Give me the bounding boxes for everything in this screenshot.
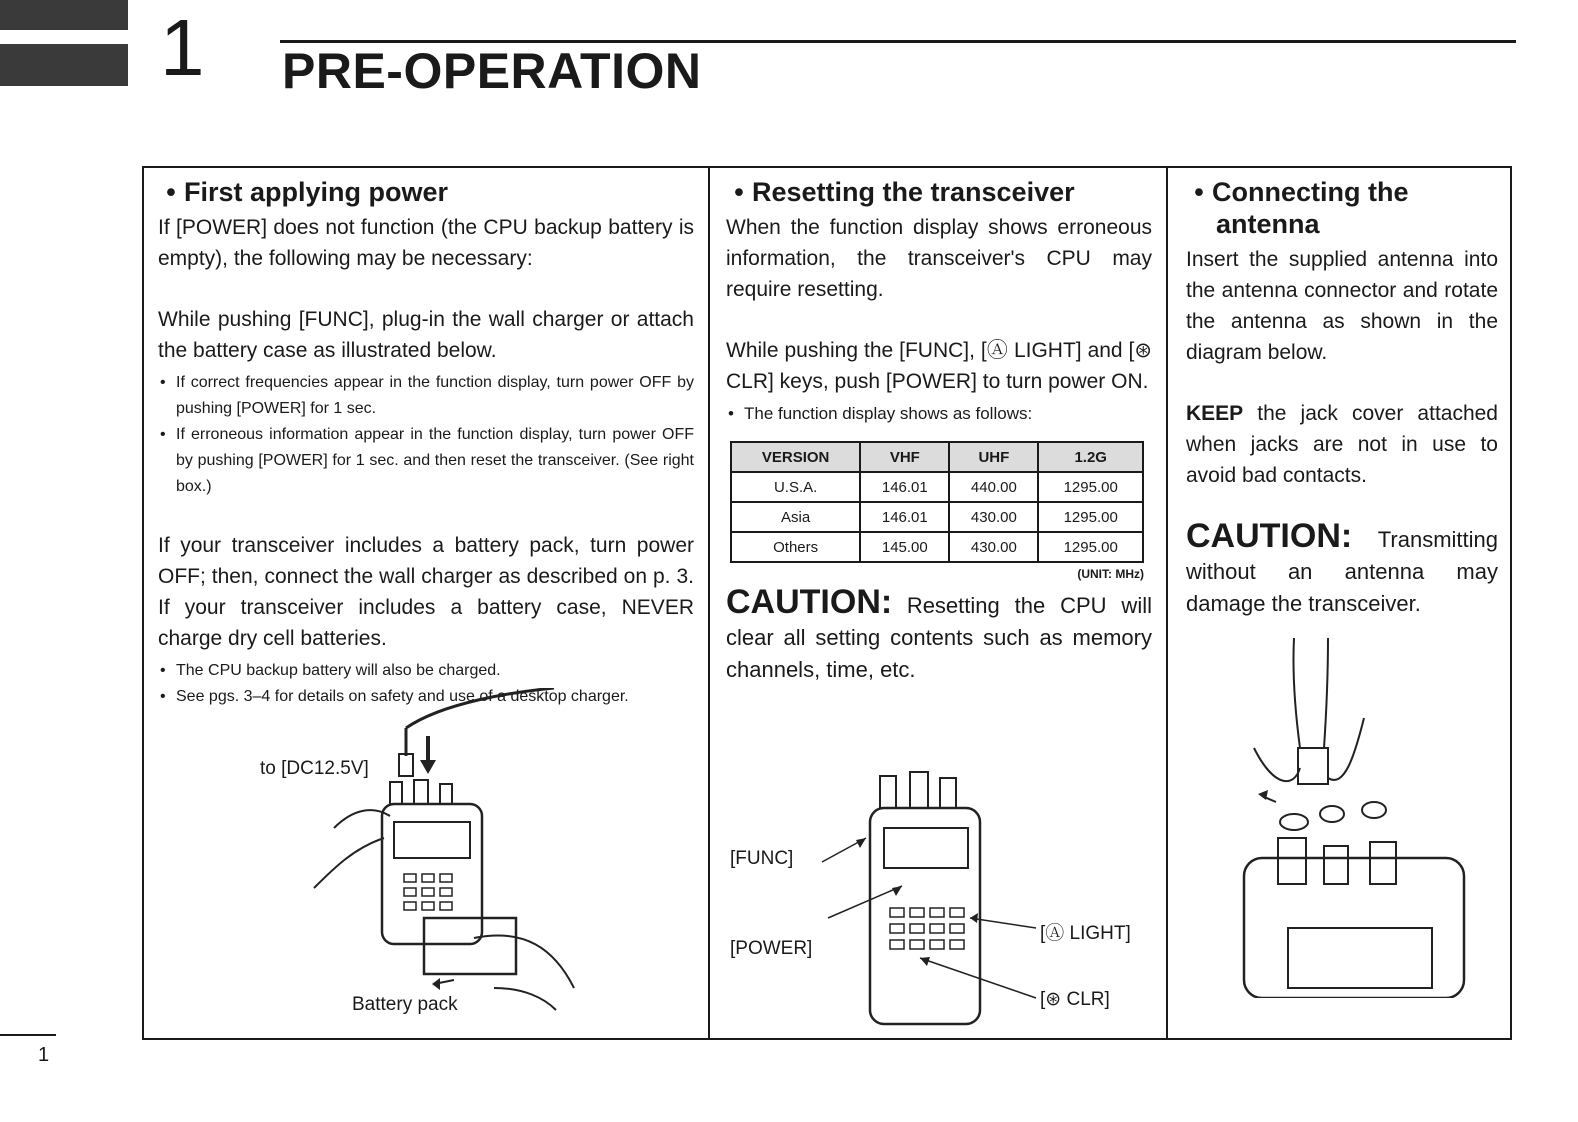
intro-paragraph: When the function display shows erroneous information, the transceiver's CPU may require resetting. xyxy=(726,216,1152,301)
caution-paragraph xyxy=(726,583,1152,686)
intro-paragraph: Insert the supplied antenna into the antenna connector and rotate the antenna as shown in the diagram below. xyxy=(1186,248,1498,364)
table-cell: 146.01 xyxy=(860,472,949,502)
table-header: VERSION xyxy=(731,442,860,472)
chapter-tab-bottom xyxy=(0,44,128,86)
section-title xyxy=(158,176,694,208)
table-row xyxy=(731,472,1143,502)
charger-illustration xyxy=(294,688,674,1018)
list-item: • If erroneous information appear in the function display, turn power OFF by pushing [POWER] for 1 sec. and then reset the transceiver. (See right box.) xyxy=(158,422,694,500)
clr-key-label: [⊛ CLR] xyxy=(1040,989,1110,1010)
chapter-title: PRE-OPERATION xyxy=(282,43,702,99)
bullet-icon: • xyxy=(166,177,176,207)
page-number-rule xyxy=(0,1034,56,1036)
section-title-text: First applying power xyxy=(184,177,449,207)
list-item: • If correct frequencies appear in the function display, turn power OFF by pushing [POWER] for 1 sec. xyxy=(158,370,694,422)
chapter-number: 1 xyxy=(160,3,205,92)
battery-pack-label: Battery pack xyxy=(352,994,458,1015)
list-item: • The function display shows as follows: xyxy=(726,401,1152,427)
light-key-label: [Ⓐ LIGHT] xyxy=(1040,923,1131,944)
table-cell: 430.00 xyxy=(949,532,1038,562)
bullet-list xyxy=(158,370,694,500)
antenna-illustration xyxy=(1224,638,1484,998)
func-key-label: [FUNC] xyxy=(730,848,794,869)
chapter-tab-top xyxy=(0,0,128,30)
caution-text: Transmitting without an antenna may damage the transceiver. xyxy=(1186,527,1498,616)
section-title xyxy=(1186,176,1498,240)
bullet-list xyxy=(726,401,1152,427)
section-title-text: Connecting the xyxy=(1212,177,1409,207)
table-cell: 146.01 xyxy=(860,502,949,532)
table-cell: 1295.00 xyxy=(1038,502,1143,532)
table-cell: 1295.00 xyxy=(1038,472,1143,502)
battery-paragraph: If your transceiver includes a battery pack, turn power OFF; then, connect the wall charger as described on p. 3. If your transceiver includes a battery case, NEVER charge dry cell batteries. xyxy=(158,534,694,650)
bullet-icon: • xyxy=(1194,177,1204,207)
table-cell: 440.00 xyxy=(949,472,1038,502)
table-cell: 430.00 xyxy=(949,502,1038,532)
caution-text: Resetting the CPU will clear all setting contents such as memory channels, time, etc. xyxy=(726,593,1152,682)
instruction-paragraph: While pushing the [FUNC], [Ⓐ LIGHT] and [⊛ CLR] keys, push [POWER] to turn power ON. xyxy=(726,339,1152,393)
table-header-row xyxy=(731,442,1143,472)
table-header: 1.2G xyxy=(1038,442,1143,472)
page-number: 1 xyxy=(38,1044,50,1066)
unit-note: (UNIT: MHz) xyxy=(1077,567,1144,581)
caution-paragraph xyxy=(1186,517,1498,620)
caution-heading: CAUTION: xyxy=(1186,517,1353,555)
table-cell: 1295.00 xyxy=(1038,532,1143,562)
bullet-icon: • xyxy=(734,177,744,207)
section-title xyxy=(726,176,1152,208)
power-key-label: [POWER] xyxy=(730,938,813,959)
table-cell: Others xyxy=(731,532,860,562)
intro-paragraph: If [POWER] does not function (the CPU backup battery is empty), the following may be necessary: xyxy=(158,216,694,270)
table-header: UHF xyxy=(949,442,1038,472)
list-item: • See pgs. 3–4 for details on safety and use of a desktop charger. xyxy=(158,684,694,710)
section-title-text-line2: antenna xyxy=(1216,209,1320,239)
table-cell: U.S.A. xyxy=(731,472,860,502)
keep-word: KEEP xyxy=(1186,402,1244,425)
dc-input-label: to [DC12.5V] xyxy=(260,758,369,779)
table-cell: 145.00 xyxy=(860,532,949,562)
column-resetting xyxy=(710,168,1168,1038)
column-first-applying-power xyxy=(144,168,710,1038)
keep-paragraph xyxy=(1186,398,1498,491)
table-header: VHF xyxy=(860,442,949,472)
column-connecting-antenna xyxy=(1168,168,1512,1038)
caution-heading: CAUTION: xyxy=(726,583,893,621)
table-row xyxy=(731,532,1143,562)
version-frequency-table xyxy=(730,441,1144,563)
list-item: • The CPU backup battery will also be charged. xyxy=(158,658,694,684)
table-row xyxy=(731,502,1143,532)
instruction-paragraph: While pushing [FUNC], plug-in the wall charger or attach the battery case as illustrated below. xyxy=(158,308,694,362)
table-cell: Asia xyxy=(731,502,860,532)
content-frame xyxy=(142,166,1512,1040)
keep-text: the jack cover attached when jacks are not in use to avoid bad contacts. xyxy=(1186,402,1498,487)
section-title-text: Resetting the transceiver xyxy=(752,177,1075,207)
